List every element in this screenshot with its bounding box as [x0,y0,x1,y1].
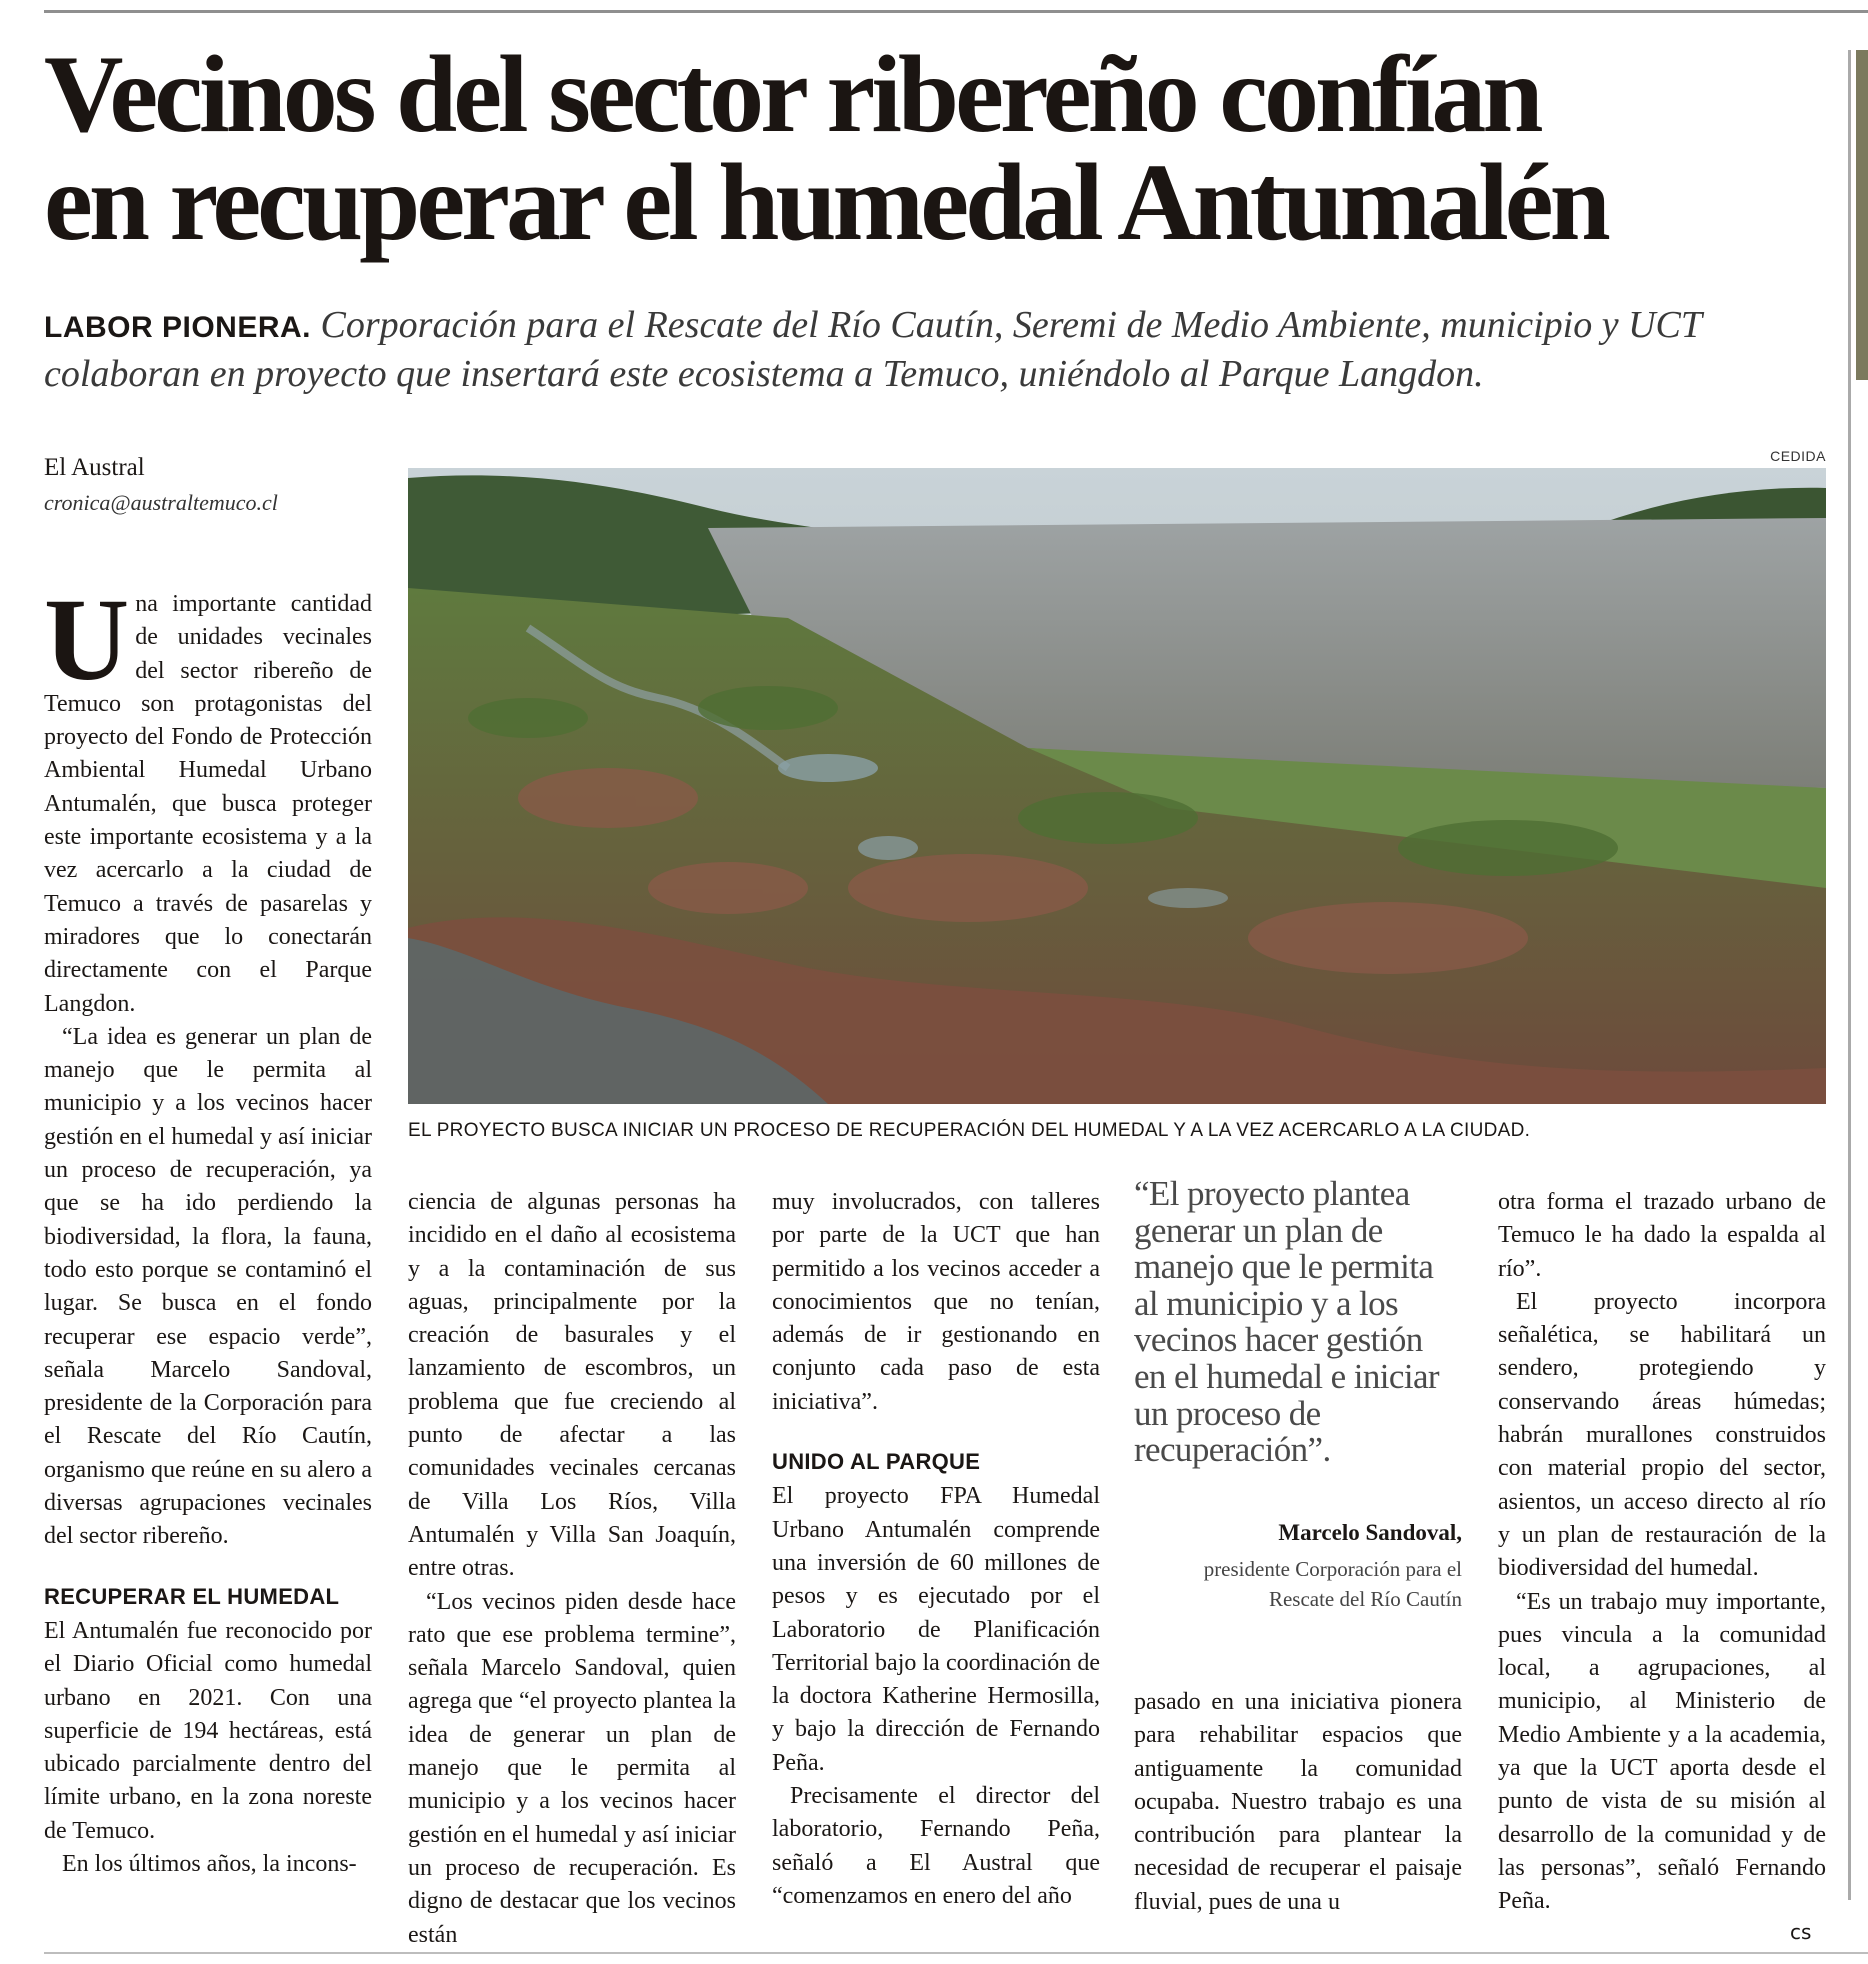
article-paragraph: En los últimos años, la incons- [62,1850,357,1877]
headline [44,33,1784,263]
article-paragraph: otra forma el trazado urbano de Temuco le ha dado la espalda al río”. [1498,1189,1826,1282]
article-paragraph: “Los vecinos piden desde hace rato que ese problema termine”, señala Marcelo Sandoval, quien agrega que “el proyecto plantea la idea de generar un plan de manejo que le permita al municipio y a los vecinos hacer gestión en el humedal y así iniciar un proceso de recuperación. Es digno de destacar que los vecinos están [408,1588,736,1948]
adjacent-article-photo-edge [1856,50,1868,380]
article-column-2 [408,1186,736,1952]
article-column-3 [772,1186,1100,1913]
end-of-article-mark: cs [1790,1920,1812,1944]
section-subhead: UNIDO AL PARQUE [772,1449,981,1475]
deck-kicker: LABOR PIONERA. [44,311,312,344]
photo-credit: CEDIDA [1770,448,1826,464]
pull-quote-author: Marcelo Sandoval, [1278,1520,1462,1545]
deck-text: Corporación para el Rescate del Río Cautín, Seremi de Medio Ambiente, municipio y UCT colaboran en proyecto que insertará este ecosistema a Temuco, uniéndolo al Parque Langdon. [44,304,1702,395]
pull-quote-role: presidente Corporación para el Rescate del Río Cautín [1203,1557,1462,1611]
article-paragraph: ciencia de algunas personas ha incidido en el daño al ecosistema y a la contaminación de sus aguas, principalmente por la creación de basurales y el lanzamiento de escombros, un problema que fue creciendo al punto de afectar a las comunidades vecinales cercanas de Villa Los Ríos, Villa Antumalén y Villa San Joaquín, entre otras. [408,1189,736,1582]
article-column-1 [44,574,372,1881]
byline-name: El Austral [44,454,145,481]
pull-quote: “El proyecto plantea generar un plan de manejo que le permita al municipio y a los vecinos hacer gestión en el humedal e iniciar un proceso de recuperación”. [1134,1174,1439,1470]
aerial-photo-illustration [408,468,1826,1104]
photo-caption: EL PROYECTO BUSCA INICIAR UN PROCESO DE RECUPERACIÓN DEL HUMEDAL Y A LA VEZ ACERCARLO A LA CIUDAD. [408,1120,1531,1141]
article-column-5 [1498,1186,1826,1919]
deck [44,302,1804,398]
section-subhead: RECUPERAR EL HUMEDAL [44,1583,340,1609]
article-paragraph: “Es un trabajo muy importante, pues vincula a la comunidad local, a agrupaciones, al municipio, al Ministerio de Medio Ambiente y a la academia, ya que la UCT aporta desde el punto de vista de su misión al desarrollo de la comunidad y de las personas”, señaló Fernando Peña. [1498,1588,1826,1915]
article-paragraph: El Antumalén fue reconocido por el Diario Oficial como humedal urbano en 2021. Con una superficie de 194 hectáreas, está ubicado parcialmente dentro del límite urbano, en la zona noreste de Temuco. [44,1617,372,1844]
article-paragraph: na importante cantidad de unidades vecinales del sector ribereño de Temuco son protagonistas del proyecto del Fondo de Protección Ambiental Humedal Urbano Antumalén, que busca proteger este importante ecosistema y a la vez acercarlo a la ciudad de Temuco a través de pasarelas y miradores que lo conectarán directamente con el Parque Langdon. [44,591,372,1017]
article-paragraph: muy involucrados, con talleres por parte de la UCT que han permitido a los vecinos acceder a conocimientos que no tenían, además de ir gestionando en conjunto cada paso de esta iniciativa”. [772,1189,1100,1415]
article-paragraph: “La idea es generar un plan de manejo que le permita al municipio y a los vecinos hacer gestión en el humedal y así iniciar un proceso de recuperación, ya que se ha ido perdiendo la biodiversidad, la flora, la fauna, todo esto porque se contaminó el lugar. Se busca en el fondo recuperar ese espacio verde”, señala Marcelo Sandoval, presidente de la Corporación para el Rescate del Río Cautín, organismo que reúne en su alero a diversas agrupaciones vecinales del sector ribereño. [44,1023,372,1550]
article-column-4 [1134,1686,1462,1919]
article-paragraph: El proyecto FPA Humedal Urbano Antumalén comprende una inversión de 60 millones de pesos y es ejecutado por el Laboratorio de Planificación Territorial bajo la coordinación de la doctora Katherine Hermosilla, y bajo la dirección de Fernando Peña. [772,1483,1100,1776]
article-paragraph: Precisamente el director del laboratorio, Fernando Peña, señaló a El Austral que “comenzamos en enero del año [772,1783,1100,1909]
headline-line-2: en recuperar el humedal Antumalén [44,141,1607,263]
wetland-aerial-photo [408,468,1826,1104]
drop-cap: U [44,574,130,705]
byline-email: cronica@australtemuco.cl [44,490,278,515]
article-paragraph: El proyecto incorpora señalética, se habilitará un sendero, protegiendo y conservando áreas húmedas; habrán murallones construidos con material propio del sector, asientos, un acceso directo al río y un plan de restauración de la biodiversidad del humedal. [1498,1288,1826,1582]
article-paragraph: pasado en una iniciativa pionera para rehabilitar espacios que antiguamente la comunidad ocupaba. Nuestro trabajo es una contribución para plantear la necesidad de recuperar el paisaje fluvial, pues de una u [1134,1689,1462,1915]
column-divider [1848,50,1851,1900]
top-rule [44,10,1868,13]
bottom-rule [44,1952,1868,1954]
headline-line-1: Vecinos del sector ribereño confían [44,33,1540,155]
